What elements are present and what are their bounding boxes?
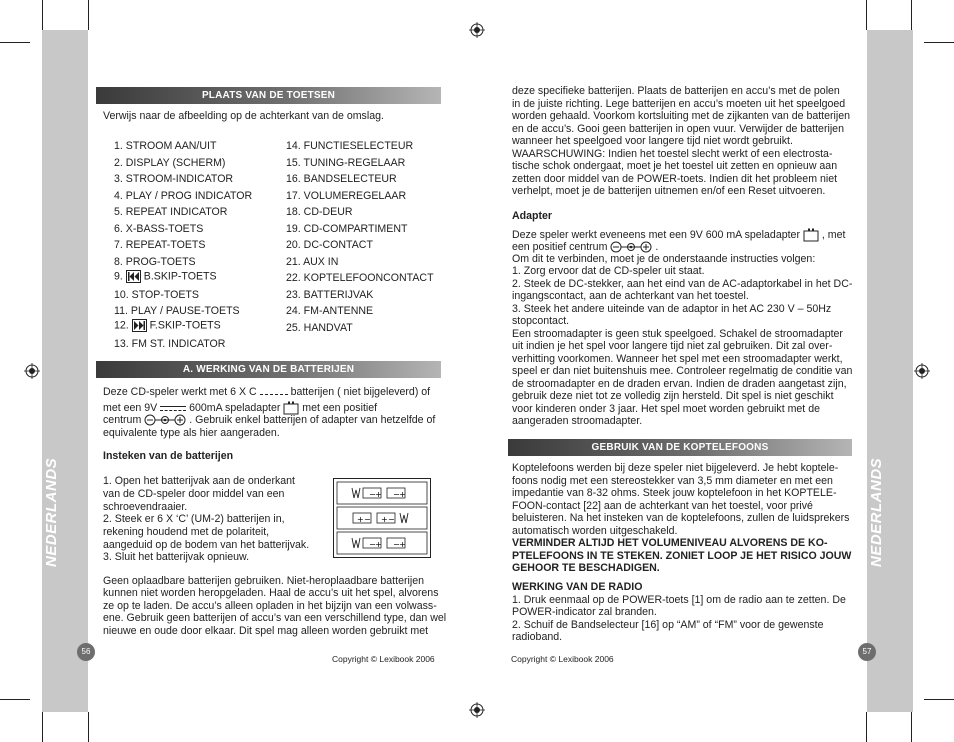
text-segment: een positief centrum [512, 241, 608, 253]
adapter-line: verhitting voorkomen. Wanneer het spel met een stroomadapter werkt, [512, 353, 843, 365]
list-item: 5. REPEAT INDICATOR [114, 206, 228, 218]
list-item: 1. STROOM AAN/UIT [114, 140, 217, 152]
radio-line: radioband. [512, 631, 563, 643]
headphones-line: beluisteren. Na het insteken van de koptelefoons, zullen de luidsprekers [512, 512, 850, 524]
registration-mark-right [914, 363, 930, 379]
adapter-line: voor kinderen onder 3 jaar. Het spel moet worden gebruikt met de [512, 403, 820, 415]
adapter-line: de stroomadapter en de draden ervan. Indien de draden aangetast zijn, [512, 378, 847, 390]
back-skip-icon [126, 270, 141, 283]
list-item: 3. STROOM-INDICATOR [114, 173, 234, 185]
list-item: 4. PLAY / PROG INDICATOR [114, 190, 253, 202]
svg-text:+: + [357, 515, 364, 524]
headphones-line: automatisch worden uitgeschakeld. [512, 525, 678, 537]
battery-text-line [103, 414, 435, 427]
page-number-left: 56 [77, 643, 95, 661]
polarity-symbol-icon [144, 414, 186, 426]
battery-text-line [103, 386, 430, 399]
svg-text:+: + [399, 540, 406, 549]
adapter-line: ingangscontact, aan de achterkant van het toestel. [512, 290, 749, 302]
battery-text-line: equivalente type als hier aangeraden. [103, 427, 280, 439]
radio-line: 1. Druk eenmaal op de POWER-toets [1] om de radio aan te zetten. De [512, 594, 846, 606]
text-segment: Deze speler werkt eveneens met een 9V 600 mA speladapter [512, 228, 800, 241]
side-label-right: NEDERLANDS [868, 457, 885, 567]
volume-warning-line: VERMINDER ALTIJD HET VOLUMENIVEAU ALVORENS DE KO- [512, 537, 828, 549]
insert-line: rekening houdend met de polariteit, [103, 526, 270, 538]
radio-line: POWER-indicator zal branden. [512, 606, 657, 618]
list-item: 17. VOLUMEREGELAAR [286, 190, 407, 202]
list-item-label: B.SKIP-TOETS [143, 270, 217, 283]
polarity-symbol-icon [610, 241, 652, 253]
footer-copyright-left: Copyright © Lexibook 2006 [332, 654, 435, 664]
list-item: 14. FUNCTIESELECTEUR [286, 140, 414, 152]
footer-copyright-right: Copyright © Lexibook 2006 [511, 654, 614, 664]
registration-mark-left [24, 363, 40, 379]
list-item: 6. X-BASS-TOETS [114, 223, 204, 235]
svg-text:−: − [364, 515, 371, 524]
svg-text:−: − [388, 515, 395, 524]
adapter-line: gebruik deze niet tot ze volledig zijn hersteld. Dit spel is niet geschikt [512, 390, 834, 402]
list-item: 11. PLAY / PAUSE-TOETS [114, 305, 240, 317]
text-segment: . [655, 241, 659, 253]
insert-line: van de CD-speler door middel van een [103, 488, 285, 500]
adapter-line: 1. Zorg ervoor dat de CD-speler uit staat. [512, 265, 705, 277]
list-item: 21. AUX IN [286, 256, 339, 268]
paragraph-line: en de accu’s. Gooi geen batterijen in open vuur. Verwijder de batterijen [512, 123, 844, 135]
registration-mark-bottom [469, 702, 485, 718]
battery-symbol-icon [260, 387, 288, 395]
adapter-heading: Adapter [512, 210, 553, 222]
battery-warning-line: ene. Gebruik geen batterijen of accu’s van een verschillend type, dan wel [103, 612, 447, 624]
adapter-line: aangeraden stroomadapter. [512, 415, 643, 427]
text-segment: 600mA speladapter [189, 401, 281, 414]
paragraph-line: zetten door middel van de POWER-toets. Indien dit het probleem niet [512, 173, 838, 185]
list-item: 22. KOPTELEFOONCONTACT [286, 272, 434, 284]
right-sidebar [867, 30, 913, 712]
svg-text:+: + [399, 490, 406, 499]
text-segment: batterijen ( niet bijgeleverd) of [290, 386, 431, 398]
forward-skip-icon [132, 319, 147, 332]
svg-text:+: + [375, 540, 382, 549]
buttons-intro: Verwijs naar de afbeelding op de achterkant van de omslag. [103, 110, 384, 122]
list-item [114, 270, 217, 283]
svg-text:+: + [375, 490, 382, 499]
plug-adapter-icon [283, 401, 299, 415]
paragraph-line: in de juiste richting. Lege batterijen en accu’s moeten uit het speelgoed [512, 98, 846, 110]
headphones-line: FOON-contact [22] aan de achterkant van het toestel, voor privé [512, 500, 813, 512]
list-item: 13. FM ST. INDICATOR [114, 338, 226, 350]
list-item: 19. CD-COMPARTIMENT [286, 223, 408, 235]
adapter-line: Een stroomadapter is geen stuk speelgoed. Schakel de stroomadapter [512, 328, 843, 340]
battery-warning-line: nieuwe en oude door elkaar. Dit spel mag alleen worden gebruikt met [103, 625, 429, 637]
side-label-left: NEDERLANDS [43, 457, 60, 567]
dc-symbol-icon [160, 406, 186, 411]
svg-text:−: − [369, 540, 376, 549]
plug-adapter-icon [803, 228, 819, 242]
insert-line: 1. Open het batterijvak aan de onderkant [103, 475, 295, 487]
list-item: 20. DC-CONTACT [286, 239, 373, 251]
insert-line: aangeduid op de bodem van het batterijvak. [103, 539, 310, 551]
page-number-right: 57 [858, 643, 876, 661]
section-heading-batteries: A. WERKING VAN DE BATTERIJEN [96, 361, 441, 378]
text-segment: met een positief [302, 401, 378, 414]
paragraph-line: WAARSCHUWING: Indien het toestel slecht werkt of een electrosta- [512, 148, 833, 160]
text-segment: centrum [103, 414, 142, 426]
section-heading-buttons: PLAATS VAN DE TOETSEN [96, 87, 441, 104]
list-item: 7. REPEAT-TOETS [114, 239, 206, 251]
paragraph-line: deze specifieke batterijen. Plaats de batterijen en accu’s met de polen [512, 85, 840, 97]
text-segment: . Gebruik enkel batterijen of adapter van hetzelfde of [189, 414, 436, 426]
svg-text:−: − [369, 490, 376, 499]
list-item-number: 9. [114, 270, 123, 283]
list-item: 10. STOP-TOETS [114, 289, 199, 301]
insert-line: schroevendraaier. [103, 501, 188, 513]
list-item-label: F.SKIP-TOETS [149, 319, 221, 332]
text-segment: met een 9V [103, 401, 158, 414]
list-item: 24. FM-ANTENNE [286, 305, 374, 317]
left-sidebar [42, 30, 88, 712]
adapter-line: 3. Steek het andere uiteinde van de adaptor in het AC 230 V – 50Hz [512, 303, 832, 315]
headphones-line: impedantie van 8-32 ohms. Steek jouw koptelefoon in het KOPTELE- [512, 487, 837, 499]
volume-warning-line: GEHOOR TE BESCHADIGEN. [512, 562, 660, 574]
battery-warning-line: kunnen niet worden heropgeladen. Haal de accu’s uit het spel, alvorens [103, 587, 439, 599]
text-segment: Deze CD-speler werkt met 6 X C [103, 386, 257, 398]
paragraph-line: wanneer het speelgoed voor langere tijd niet wordt gebruikt. [512, 135, 793, 147]
svg-text:−: − [393, 490, 400, 499]
list-item: 2. DISPLAY (SCHERM) [114, 157, 226, 169]
paragraph-line: verhelpt, moet je de batterijen uitnemen en/of een Reset uitvoeren. [512, 185, 826, 197]
section-heading-headphones: GEBRUIK VAN DE KOPTELEFOONS [508, 439, 852, 456]
list-item: 15. TUNING-REGELAAR [286, 157, 406, 169]
adapter-line: Om dit te verbinden, moet je de onderstaande instructies volgen: [512, 253, 816, 265]
list-item [114, 319, 221, 332]
insert-line: 3. Sluit het batterijvak opnieuw. [103, 551, 250, 563]
battery-compartment-diagram [333, 478, 431, 558]
volume-warning-line: PTELEFOONS IN TE STEKEN. ZONIET LOOP JE HET RISICO JOUW [512, 550, 852, 562]
adapter-line: 2. Steek de DC-stekker, aan het eind van de AC-adaptorkabel in het DC- [512, 278, 853, 290]
paragraph-line: worden gehaald. Voorkom kortsluiting met de zijkanten van de batterijen [512, 110, 851, 122]
list-item: 16. BANDSELECTEUR [286, 173, 397, 185]
list-item: 18. CD-DEUR [286, 206, 353, 218]
list-item: 23. BATTERIJVAK [286, 289, 374, 301]
svg-text:+: + [381, 515, 388, 524]
battery-warning-line: Geen oplaadbare batterijen gebruiken. Niet-heroplaadbare batterijen [103, 575, 424, 587]
insert-batteries-heading: Insteken van de batterijen [103, 450, 234, 462]
battery-warning-line: ze op te laden. De accu’s alleen opladen in het bijzijn van een volwass- [103, 600, 437, 612]
battery-text-line [103, 401, 377, 415]
list-item-number: 12. [114, 319, 129, 332]
radio-line: 2. Schuif de Bandselecteur [16] op “AM” of “FM” voor de gewenste [512, 619, 824, 631]
paragraph-line: tische schok ondergaat, moet je het toestel uit zetten en opnieuw aan [512, 160, 838, 172]
headphones-line: Koptelefoons werden bij deze speler niet bijgeleverd. Je hebt koptele- [512, 462, 839, 474]
insert-line: 2. Steek er 6 X ‘C’ (UM-2) batterijen in, [103, 513, 285, 525]
adapter-line: uit indien je het spel voor langere tijd niet zal gebruiken. Dit zal over- [512, 340, 833, 352]
radio-heading: WERKING VAN DE RADIO [512, 581, 643, 593]
adapter-line [512, 228, 845, 242]
adapter-line: stopcontact. [512, 315, 570, 327]
list-item: 25. HANDVAT [286, 322, 353, 334]
svg-text:−: − [393, 540, 400, 549]
text-segment: , met [821, 228, 846, 241]
list-item: 8. PROG-TOETS [114, 256, 196, 268]
adapter-line [512, 241, 658, 254]
headphones-line: foons nodig met een stereostekker van 3,5 mm diameter en met een [512, 475, 833, 487]
registration-mark-top [469, 22, 485, 38]
adapter-line: speel er dan niet buitenshuis mee. Controleer regelmatig de conditie van [512, 365, 853, 377]
